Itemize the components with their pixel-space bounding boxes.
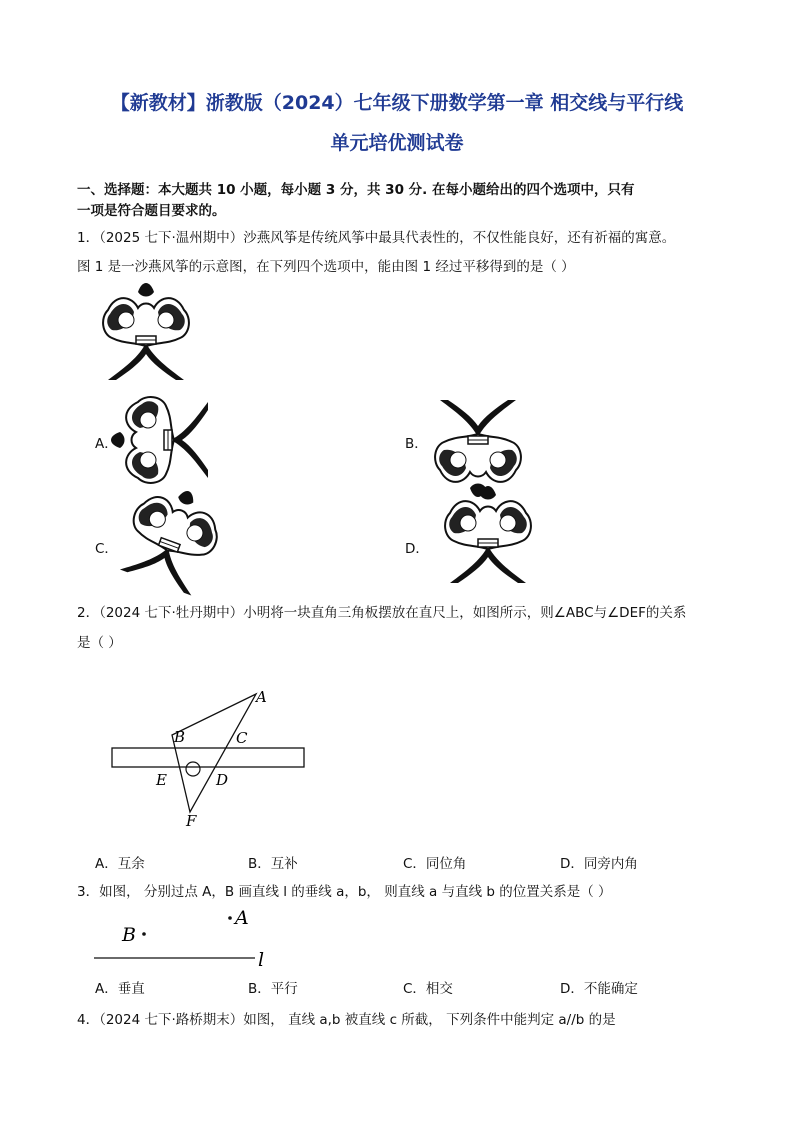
q2-figure: [100, 680, 320, 830]
q2-text-line2: 是（ ）: [77, 635, 122, 651]
q3-figure: [90, 905, 290, 973]
q1-option-a[interactable]: A．: [95, 436, 118, 452]
q2-text-line1: 2．（2024 七下·牡丹期中）小明将一块直角三角板摆放在直尺上，如图所示，则∠ABC与∠DEF的关系: [77, 605, 687, 621]
doc-title-line1: 【新教材】浙教版（2024）七年级下册数学第一章 相交线与平行线: [110, 92, 684, 114]
q1-option-b[interactable]: B．: [405, 436, 428, 452]
kite-option-d: [445, 486, 531, 583]
label-b: B: [122, 924, 136, 946]
q2-option-b[interactable]: B．互补: [248, 856, 298, 872]
q3-text-line1: 3．如图， 分别过点 A，B 画直线 l 的垂线 a，b， 则直线 a 与直线 b 的位置关系是（ ）: [77, 884, 612, 900]
label-f: F: [186, 812, 197, 830]
doc-title-line2: 单元培优测试卷: [330, 132, 464, 154]
q1-option-d[interactable]: D．: [405, 541, 429, 557]
q3-option-b[interactable]: B．平行: [248, 981, 298, 997]
kite-figure-1: [103, 283, 189, 380]
kite-option-c: [115, 477, 229, 598]
label-a: A: [235, 907, 249, 929]
q1-text-line1: 1．（2025 七下·温州期中）沙燕风筝是传统风筝中最具代表性的，不仅性能良好，还有祈福的寓意。: [77, 230, 676, 246]
q1-option-c[interactable]: C．: [95, 541, 118, 557]
label-c: C: [236, 729, 248, 747]
section-heading-line2: 一项是符合题目要求的。: [77, 203, 226, 219]
point-b: [142, 932, 146, 936]
label-e: E: [156, 771, 167, 789]
label-l: l: [258, 949, 265, 971]
q2-option-a[interactable]: A．互余: [95, 856, 145, 872]
label-d: D: [216, 771, 229, 789]
q4-text-line1: 4．（2024 七下·路桥期末）如图， 直线 a,b 被直线 c 所截， 下列条件中能判定 a//b 的是: [77, 1012, 616, 1028]
kite-option-a: [111, 397, 208, 483]
q3-option-c[interactable]: C．相交: [403, 981, 453, 997]
kite-option-b: [435, 400, 521, 497]
q1-text-line2: 图 1 是一沙燕风筝的示意图，在下列四个选项中，能由图 1 经过平移得到的是（ ）: [77, 259, 575, 275]
q2-option-d[interactable]: D．同旁内角: [560, 856, 638, 872]
q2-option-c[interactable]: C．同位角: [403, 856, 467, 872]
label-a: A: [256, 688, 267, 706]
q3-option-d[interactable]: D．不能确定: [560, 981, 638, 997]
ruler: [112, 748, 304, 767]
section-heading-line1: 一、选择题：本大题共 10 小题，每小题 3 分，共 30 分. 在每小题给出的四个选项中，只有: [77, 182, 635, 198]
point-a: [228, 916, 232, 920]
label-b: B: [174, 728, 186, 746]
q3-option-a[interactable]: A．垂直: [95, 981, 145, 997]
